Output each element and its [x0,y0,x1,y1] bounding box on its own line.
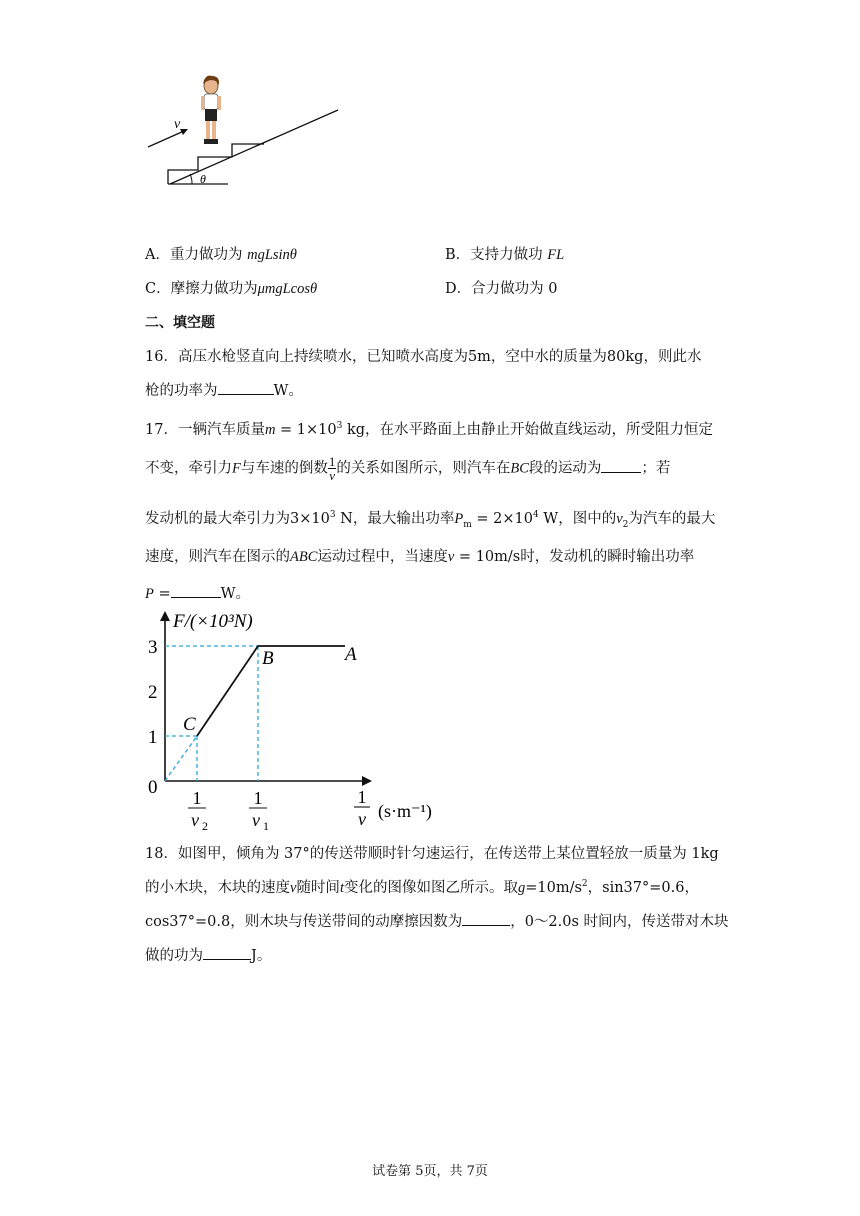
q17-line4 [145,545,694,566]
q18-line1: 18．如图甲，倾角为 37°的传送带顺时针匀速运行，在传送带上某位置轻放一质量为 1kg [145,846,719,862]
q17-text: = 10m/s时，发动机的瞬时输出功率 [454,549,695,565]
q18-text: 变化的图像如图乙所示。取 [343,880,518,896]
angle-label: θ [200,172,206,186]
q17-text: = 2×10 [471,511,533,527]
q16-answer-blank[interactable] [218,380,274,395]
q18-line2 [145,876,699,897]
x-label-numerator: 1 [357,787,367,807]
q17-var: v [447,549,455,565]
q17-sub: 2 [622,519,629,530]
y-tick-label: 1 [148,727,158,748]
force-chart [140,605,460,835]
option-d-letter: D． [445,281,472,297]
q18-text: 做的功为 [145,948,203,964]
option-b [445,243,564,264]
q18-var: t [339,880,344,896]
q17-line1 [145,418,713,439]
y-axis-label: F/(×10³N) [173,611,253,632]
q18-text: 随时间 [296,880,340,896]
q17-var: F [232,460,241,477]
fraction-denominator: v [329,468,335,483]
option-b-expr: FL [547,247,565,263]
q17-var: v [616,511,623,527]
y-tick-label: 2 [148,682,158,703]
x-label-unit: (s·m⁻¹) [378,801,432,821]
q17-var: BC [510,460,529,477]
q17-text: N，最大输出功率 [335,511,455,527]
option-a [145,243,297,264]
option-c-letter: C． [145,281,171,297]
q17-text: 为汽车的最大 [628,511,716,527]
q17-text: 17．一辆汽车质量 [145,422,265,438]
y-tick-label: 3 [148,637,158,658]
q18-exp: 2 [581,879,588,890]
q17-text: = 1×10 [275,422,337,438]
q17-exp: 3 [329,510,336,521]
q17-exp: 3 [336,421,343,432]
q17-text: = [153,586,171,602]
option-d-text: 合力做功为 0 [471,281,558,297]
x-tick-numerator: 1 [192,788,202,808]
x-label-denominator: v [358,809,366,829]
option-d [445,277,557,298]
q16-line2 [145,379,303,400]
q18-text: 的小木块，木块的速度 [145,880,290,896]
y-tick-label: 0 [148,777,158,798]
x-tick-numerator: 1 [253,788,263,808]
fraction-numerator: 1 [328,454,336,469]
q18-text: J。 [251,948,272,964]
x-tick-denominator: v [252,810,260,830]
q17-text: 与车速的倒数 [240,460,328,477]
q18-text: cos37°=0.8，则木块与传送带间的动摩擦因数为 [145,914,463,930]
q17-exp: 4 [532,510,539,521]
stairs-figure [140,72,350,192]
page-footer: 试卷第 5页，共 7页 [372,1164,488,1179]
q16-text: 枪的功率为 [145,383,218,399]
q17-text: 发动机的最大牵引力为3×10 [145,511,330,527]
q17-line2 [145,455,670,482]
velocity-label: v [174,117,181,132]
q18-text: ，0～2.0s 时间内，传送带对木块 [510,914,729,930]
q17-text: 速度，则汽车在图示的 [145,549,290,565]
q17-text: ；若 [641,460,671,477]
q16-line1: 16．高压水枪竖直向上持续喷水，已知喷水高度为5m，空中水的质量为80kg，则此水 [145,349,702,365]
x-tick-subscript: 1 [263,819,269,833]
q17-text: 的关系如图所示，则汽车在 [336,460,511,477]
q17-var: P [454,511,464,527]
q17-text: 不变，牵引力 [145,460,232,477]
q18-answer-blank-2[interactable] [203,945,251,960]
q17-var: m [264,422,276,438]
q17-line5 [145,582,250,603]
q18-line4 [145,944,271,965]
q18-text: =10m/s [525,880,582,896]
option-c-expr: μmgLcosθ [257,281,318,297]
option-a-expr: mgLsinθ [247,247,297,263]
q17-var: ABC [290,549,318,565]
section-title: 二、填空题 [145,315,215,331]
point-label-a: A [345,644,357,665]
option-c [145,277,317,298]
option-a-letter: A． [145,247,170,263]
q16-unit: W。 [273,383,303,399]
q18-var: g [517,880,526,896]
q17-answer-blank-1[interactable] [601,458,641,473]
y-axis-arrow-icon [160,611,170,621]
point-label-c: C [183,714,196,735]
point-label-b: B [262,648,274,669]
option-b-text: 支持力做功 [470,247,548,263]
q17-text: kg，在水平路面上由静止开始做直线运动，所受阻力恒定 [342,422,714,438]
option-b-letter: B． [445,247,471,263]
q17-line3 [145,507,715,530]
q17-text: 段的运动为 [528,460,602,477]
q17-text: 运动过程中，当速度 [317,549,448,565]
option-a-text: 重力做功为 [169,247,248,263]
option-c-text: 摩擦力做功为 [170,281,258,297]
q18-text: ，sin37°=0.6， [587,880,699,896]
q17-var: P [145,586,154,602]
person-icon [201,76,221,144]
guide-line-origin-to-c [165,736,197,781]
x-axis-arrow-icon [362,776,372,786]
x-tick-denominator: v [191,810,199,830]
x-tick-subscript: 2 [202,819,208,833]
q18-line3 [145,910,729,931]
q17-text: W。 [220,586,251,602]
q17-answer-blank-2[interactable] [171,583,221,598]
q17-text: W，图中的 [538,511,617,527]
q17-sub: m [463,519,472,530]
q18-answer-blank-1[interactable] [462,911,510,926]
q18-var: v [290,880,297,896]
